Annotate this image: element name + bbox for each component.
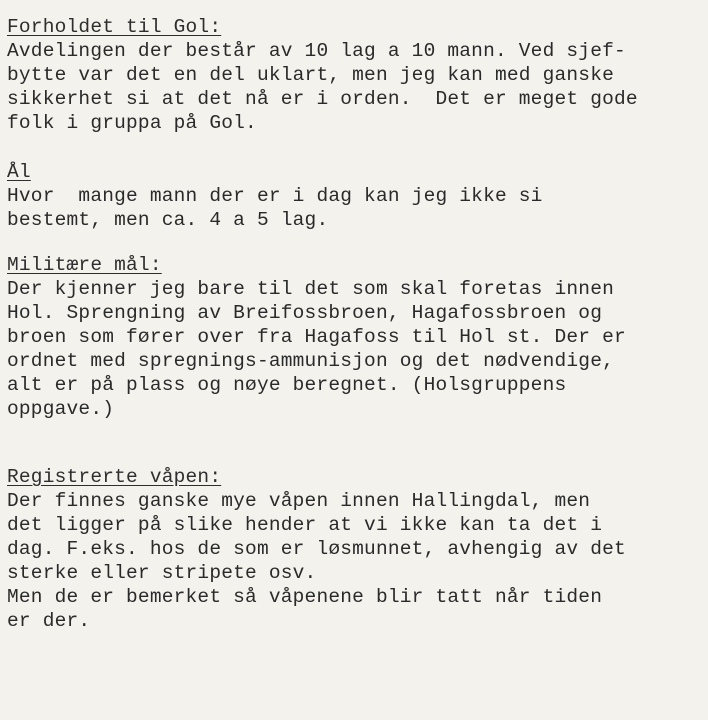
body-line: er der. [7, 610, 91, 632]
spacer [7, 232, 708, 253]
body-line: bytte var det en del uklart, men jeg kan med ganske [7, 64, 614, 86]
section-forholdet-til-gol [7, 15, 708, 135]
section-heading: Ål [7, 161, 31, 183]
body-line: det ligger på slike hender at vi ikke kan ta det i [7, 514, 603, 536]
spacer [7, 421, 708, 465]
section-heading: Militære mål: [7, 254, 162, 276]
body-line: Der finnes ganske mye våpen innen Hallingdal, men [7, 490, 591, 512]
body-line: bestemt, men ca. 4 a 5 lag. [7, 209, 329, 231]
body-line: Avdelingen der består av 10 lag a 10 mann. Ved sjef- [7, 40, 626, 62]
body-line: alt er på plass og nøye beregnet. (Holsgruppens [7, 374, 567, 396]
section-heading: Registrerte våpen: [7, 466, 222, 488]
body-line: Der kjenner jeg bare til det som skal foretas innen [7, 278, 614, 300]
body-line: Hol. Sprengning av Breifossbroen, Hagafossbroen og [7, 302, 603, 324]
body-line: Men de er bemerket så våpenene blir tatt når tiden [7, 586, 603, 608]
body-line: oppgave.) [7, 398, 115, 420]
body-line: Hvor mange mann der er i dag kan jeg ikke si [7, 185, 543, 207]
body-line: sterke eller stripete osv. [7, 562, 317, 584]
section-registrerte-vapen [7, 465, 708, 633]
body-line: dag. F.eks. hos de som er løsmunnet, avhengig av det [7, 538, 626, 560]
body-line: ordnet med spregnings-ammunisjon og det nødvendige, [7, 350, 614, 372]
spacer [7, 135, 708, 160]
body-line: sikkerhet si at det nå er i orden. Det er meget gode [7, 88, 638, 110]
section-militaere-mal [7, 253, 708, 421]
section-al [7, 160, 708, 232]
body-line: folk i gruppa på Gol. [7, 112, 257, 134]
section-heading: Forholdet til Gol: [7, 16, 222, 38]
body-line: broen som fører over fra Hagafoss til Hol st. Der er [7, 326, 626, 348]
